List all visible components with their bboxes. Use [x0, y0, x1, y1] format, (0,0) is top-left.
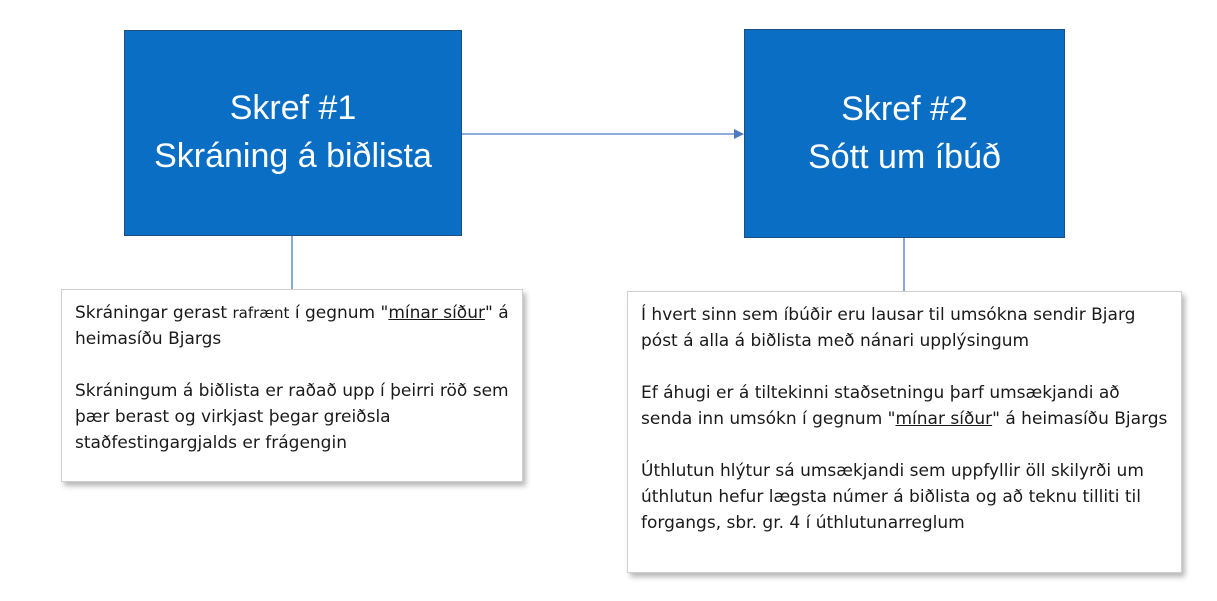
step-2-box — [744, 29, 1065, 238]
step-2-note-paragraph-1: Í hvert sinn sem íbúðir eru lausar til umsókna sendir Bjarg póst á alla á biðlista með nánari upplýsingum — [641, 305, 1136, 351]
minar-sidur-link[interactable]: mínar síður — [895, 409, 993, 429]
step-1-note-paragraph-2: Skráningum á biðlista er raðað upp í þeirri röð sem þær berast og virkjast þegar greiðsla staðfestingargjalds er frágengin — [75, 381, 509, 453]
step-2-note — [627, 291, 1182, 573]
step-2-note-paragraph-2 — [641, 380, 1169, 432]
step-1-note-paragraph-1 — [75, 300, 510, 352]
step-1-subtitle: Skráning á biðlista — [154, 137, 432, 175]
note-2-text: " á heimasíðu Bjargs — [992, 409, 1168, 429]
note-1-text: Skráningar gerast — [75, 303, 233, 323]
minar-sidur-link[interactable]: mínar síður — [388, 303, 485, 323]
step-1-note — [61, 289, 523, 482]
step-1-title: Skref #1 — [229, 89, 357, 128]
step-2-note-paragraph-3: Úthlutun hlýtur sá umsækjandi sem uppfyllir öll skilyrði um úthlutun hefur lægsta númer á biðlista og að teknu tilliti til forgangs, sbr. gr. 4 í úthlutunarreglum — [641, 461, 1144, 533]
note-1-text-small: rafrænt — [232, 304, 290, 322]
note-1-text: í gegnum " — [289, 303, 389, 323]
step-2-subtitle: Sótt um íbúð — [808, 137, 1001, 176]
step-1-box — [124, 30, 462, 236]
step-2-title: Skref #2 — [841, 89, 968, 128]
note-1-text: " á heimasíðu Bjargs — [75, 303, 509, 349]
note-2-text: Ef áhugi er á tiltekinni staðsetningu þarf umsækjandi að senda inn umsókn í gegnum " — [641, 383, 1120, 429]
